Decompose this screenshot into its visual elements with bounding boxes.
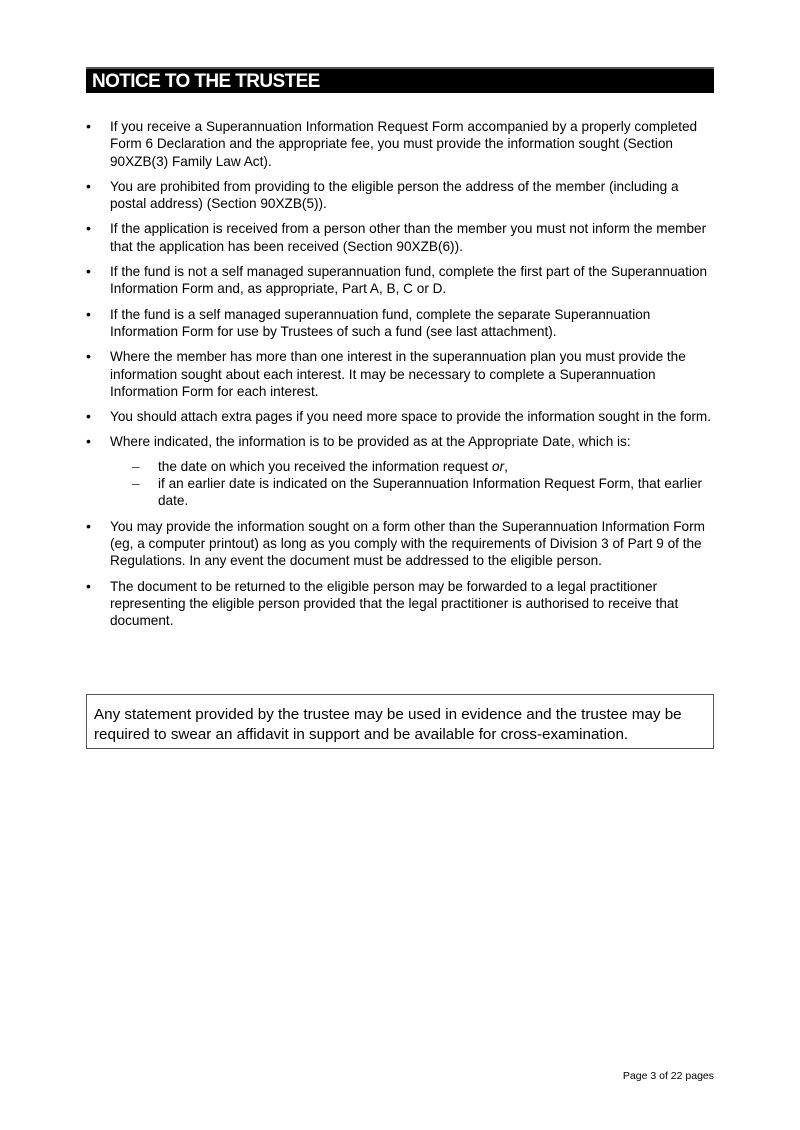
sub-list-item [110,458,714,475]
list-item [86,578,714,630]
list-item-text: The document to be returned to the eligible person may be forwarded to a legal practitioner representing the eligible person provided that the legal practitioner is authorised to receive that document. [110,578,679,629]
list-item-text: You should attach extra pages if you need more space to provide the information sought in the form. [110,409,712,425]
list-item [86,518,714,570]
list-item-text: You are prohibited from providing to the eligible person the address of the member (including a postal address) (Section 90XZB(5)). [110,178,679,212]
list-item [86,306,714,341]
list-item-text: Where indicated, the information is to be provided as at the Appropriate Date, which is: [110,434,631,450]
list-item [86,178,714,213]
list-item [86,118,714,170]
list-item [86,348,714,400]
section-heading-bar [86,67,714,93]
appropriate-date-sublist [110,458,714,510]
instruction-list [86,118,714,637]
sub-list-item [110,475,714,510]
bullet-icon: • [86,577,91,594]
list-item [86,220,714,255]
bullet-icon: • [86,433,91,450]
bullet-icon: • [86,177,91,194]
list-item [86,433,714,509]
list-item [86,263,714,298]
sub-list-item-suffix: , [504,458,508,474]
evidence-notice-text: Any statement provided by the trustee may be used in evidence and the trustee may be required to swear an affidavit in support and be available for cross-examination. [94,706,682,743]
section-heading: NOTICE TO THE TRUSTEE [92,71,320,92]
list-item-text: If you receive a Superannuation Information Request Form accompanied by a properly completed Form 6 Declaration and the appropriate fee, you must provide the information sought (Section 90XZB(3) Family Law Act). [110,119,698,169]
bullet-icon: • [86,220,91,237]
list-item [86,408,714,425]
evidence-notice-box [86,694,714,749]
page-number: Page 3 of 22 pages [622,1070,714,1082]
bullet-icon: • [86,517,91,534]
bullet-icon: • [86,305,91,322]
list-item-text: If the fund is not a self managed superannuation fund, complete the first part of the Superannuation Information Form and, as appropriate, Part A, B, C or D. [110,264,708,297]
bullet-icon: • [86,408,91,425]
sub-list-item-text: if an earlier date is indicated on the Superannuation Information Request Form, that earlier date. [158,476,703,509]
bullet-icon: • [86,348,91,365]
list-item-text: Where the member has more than one interest in the superannuation plan you must provide the information sought about each interest. It may be necessary to complete a Superannuation Information Form for each interest. [110,349,686,399]
list-item-text: If the fund is a self managed superannuation fund, complete the separate Superannuation Information Form for use by Trustees of such a fund (see last attachment). [110,306,651,339]
dash-icon: – [132,476,140,492]
bullet-icon: • [86,263,91,280]
list-item-text: If the application is received from a person other than the member you must not inform the member that the application has been received (Section 90XZB(6)). [110,221,707,254]
list-item-text: You may provide the information sought on a form other than the Superannuation Information Form (eg, a computer printout) as long as you comply with the requirements of Division 3 of Part 9 of the Regulations. In any event the document must be addressed to the eligible person. [110,518,705,569]
sub-list-item-text: the date on which you received the information request [158,458,493,474]
dash-icon: – [132,458,140,474]
sub-list-item-emphasis: or [492,458,505,474]
bullet-icon: • [86,118,91,134]
